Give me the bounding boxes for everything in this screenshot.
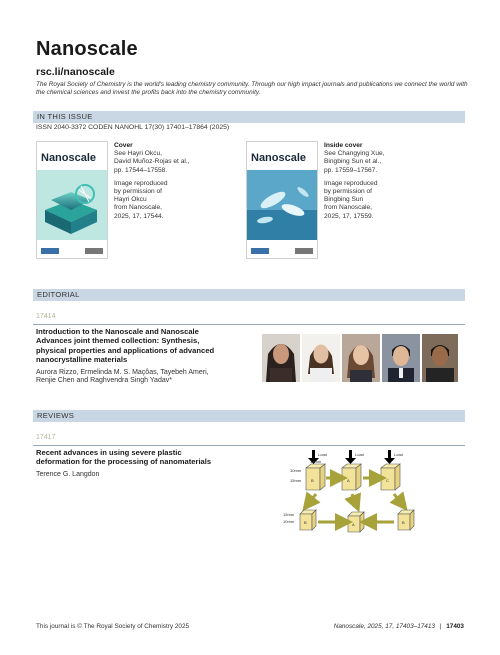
caption-line: See Hayri Okcu, — [114, 150, 163, 158]
face-label: B — [311, 478, 314, 483]
editorial-authors: Aurora Rizzo, Ermelinda M. S. Maçôas, Tayebeh Ameri, Renjie Chen and Raghvendra Singh Yadav* — [36, 368, 209, 385]
issn-line: ISSN 2040-3372 CODEN NANOHL 17(30) 17401–17864 (2025) — [36, 124, 230, 131]
caption-line: by permission of — [114, 188, 163, 196]
face-label: B — [304, 520, 307, 525]
editorial-band: EDITORIAL — [33, 289, 465, 301]
caption-line: pp. 17559–17567. — [324, 166, 378, 174]
caption-line: Bingbing Sun — [324, 196, 364, 204]
dim-label: 10mm — [283, 519, 295, 524]
author-photo — [262, 334, 300, 382]
dim-label: 15mm — [290, 478, 302, 483]
caption-line: from Nanoscale, — [114, 204, 163, 212]
review-page-number: 17417 — [36, 434, 56, 441]
review-authors: Terence G. Langdon — [36, 470, 100, 478]
publisher-logo-icon — [251, 248, 313, 254]
footer-separator: | — [439, 623, 442, 630]
caption-line: 2025, 17, 17544. — [114, 212, 164, 220]
caption-line: from Nanoscale, — [324, 204, 373, 212]
cover-caption — [114, 142, 204, 221]
inside-cover-image[interactable] — [246, 141, 318, 259]
caption-line: 2025, 17, 17559. — [324, 212, 374, 220]
caption-line: See Changying Xue, — [324, 150, 385, 158]
dim-label: 10mm — [290, 468, 302, 473]
review-article[interactable] — [36, 448, 261, 479]
inside-cover-caption — [324, 142, 414, 221]
author-photo — [302, 334, 340, 382]
face-label: C — [386, 478, 389, 483]
cover-logo: Nanoscale — [41, 152, 97, 164]
divider — [33, 445, 465, 446]
load-label: Load — [394, 452, 403, 457]
dim-label: 15mm — [283, 512, 295, 517]
reviews-band: REVIEWS — [33, 410, 465, 422]
caption-line: Image reproduced — [324, 179, 378, 187]
author-photo — [342, 334, 380, 382]
page-number: 17403 — [446, 623, 464, 630]
journal-url[interactable]: rsc.li/nanoscale — [36, 66, 115, 78]
cover-logo: Nanoscale — [251, 152, 307, 164]
in-this-issue-band: IN THIS ISSUE — [33, 111, 465, 123]
journal-reference: Nanoscale, 2025, 17, 17403–17413 — [333, 623, 435, 630]
caption-line: Image reproduced — [114, 179, 168, 187]
divider — [33, 324, 465, 325]
front-cover-image[interactable] — [36, 141, 108, 259]
load-label: Load — [355, 452, 364, 457]
author-photo — [422, 334, 458, 382]
editorial-title[interactable]: Introduction to the Nanoscale and Nanoscale Advances joint themed collection: Synthesis, physical properties and applications of advanced nanocrystalline materials — [36, 327, 215, 365]
deformation-diagram — [278, 448, 438, 548]
caption-line: David Muñoz-Rojas et al., — [114, 158, 190, 166]
cover-art-bacteria — [247, 170, 317, 240]
journal-intro: The Royal Society of Chemistry is the world's leading chemistry community. Through our high impact journals and publications we connect the world with the chemical sciences and invest the profits back into the chemistry community. — [36, 81, 468, 97]
page-footer — [334, 623, 464, 630]
publisher-logo-icon — [41, 248, 103, 254]
editorial-article[interactable] — [36, 327, 261, 386]
review-title[interactable]: Recent advances in using severe plastic deformation for the processing of nanomaterials — [36, 448, 212, 467]
editorial-page-number: 17414 — [36, 313, 56, 320]
caption-line: pp. 17544–17558. — [114, 166, 168, 174]
caption-line: Hayri Okcu — [114, 196, 147, 204]
cover-art-blocks — [37, 170, 107, 240]
load-label: Load — [318, 452, 327, 457]
face-label: A — [352, 522, 355, 527]
cover-heading: Cover — [114, 142, 133, 149]
face-label: A — [347, 478, 350, 483]
caption-line: by permission of — [324, 188, 373, 196]
journal-title: Nanoscale — [36, 38, 138, 60]
face-label: B — [402, 520, 405, 525]
author-photo — [382, 334, 420, 382]
dim-label: 15mm — [310, 459, 322, 464]
inside-cover-heading: Inside cover — [324, 142, 363, 149]
caption-line: Bingbing Sun et al., — [324, 158, 382, 166]
copyright-footer: This journal is © The Royal Society of Chemistry 2025 — [36, 623, 190, 630]
